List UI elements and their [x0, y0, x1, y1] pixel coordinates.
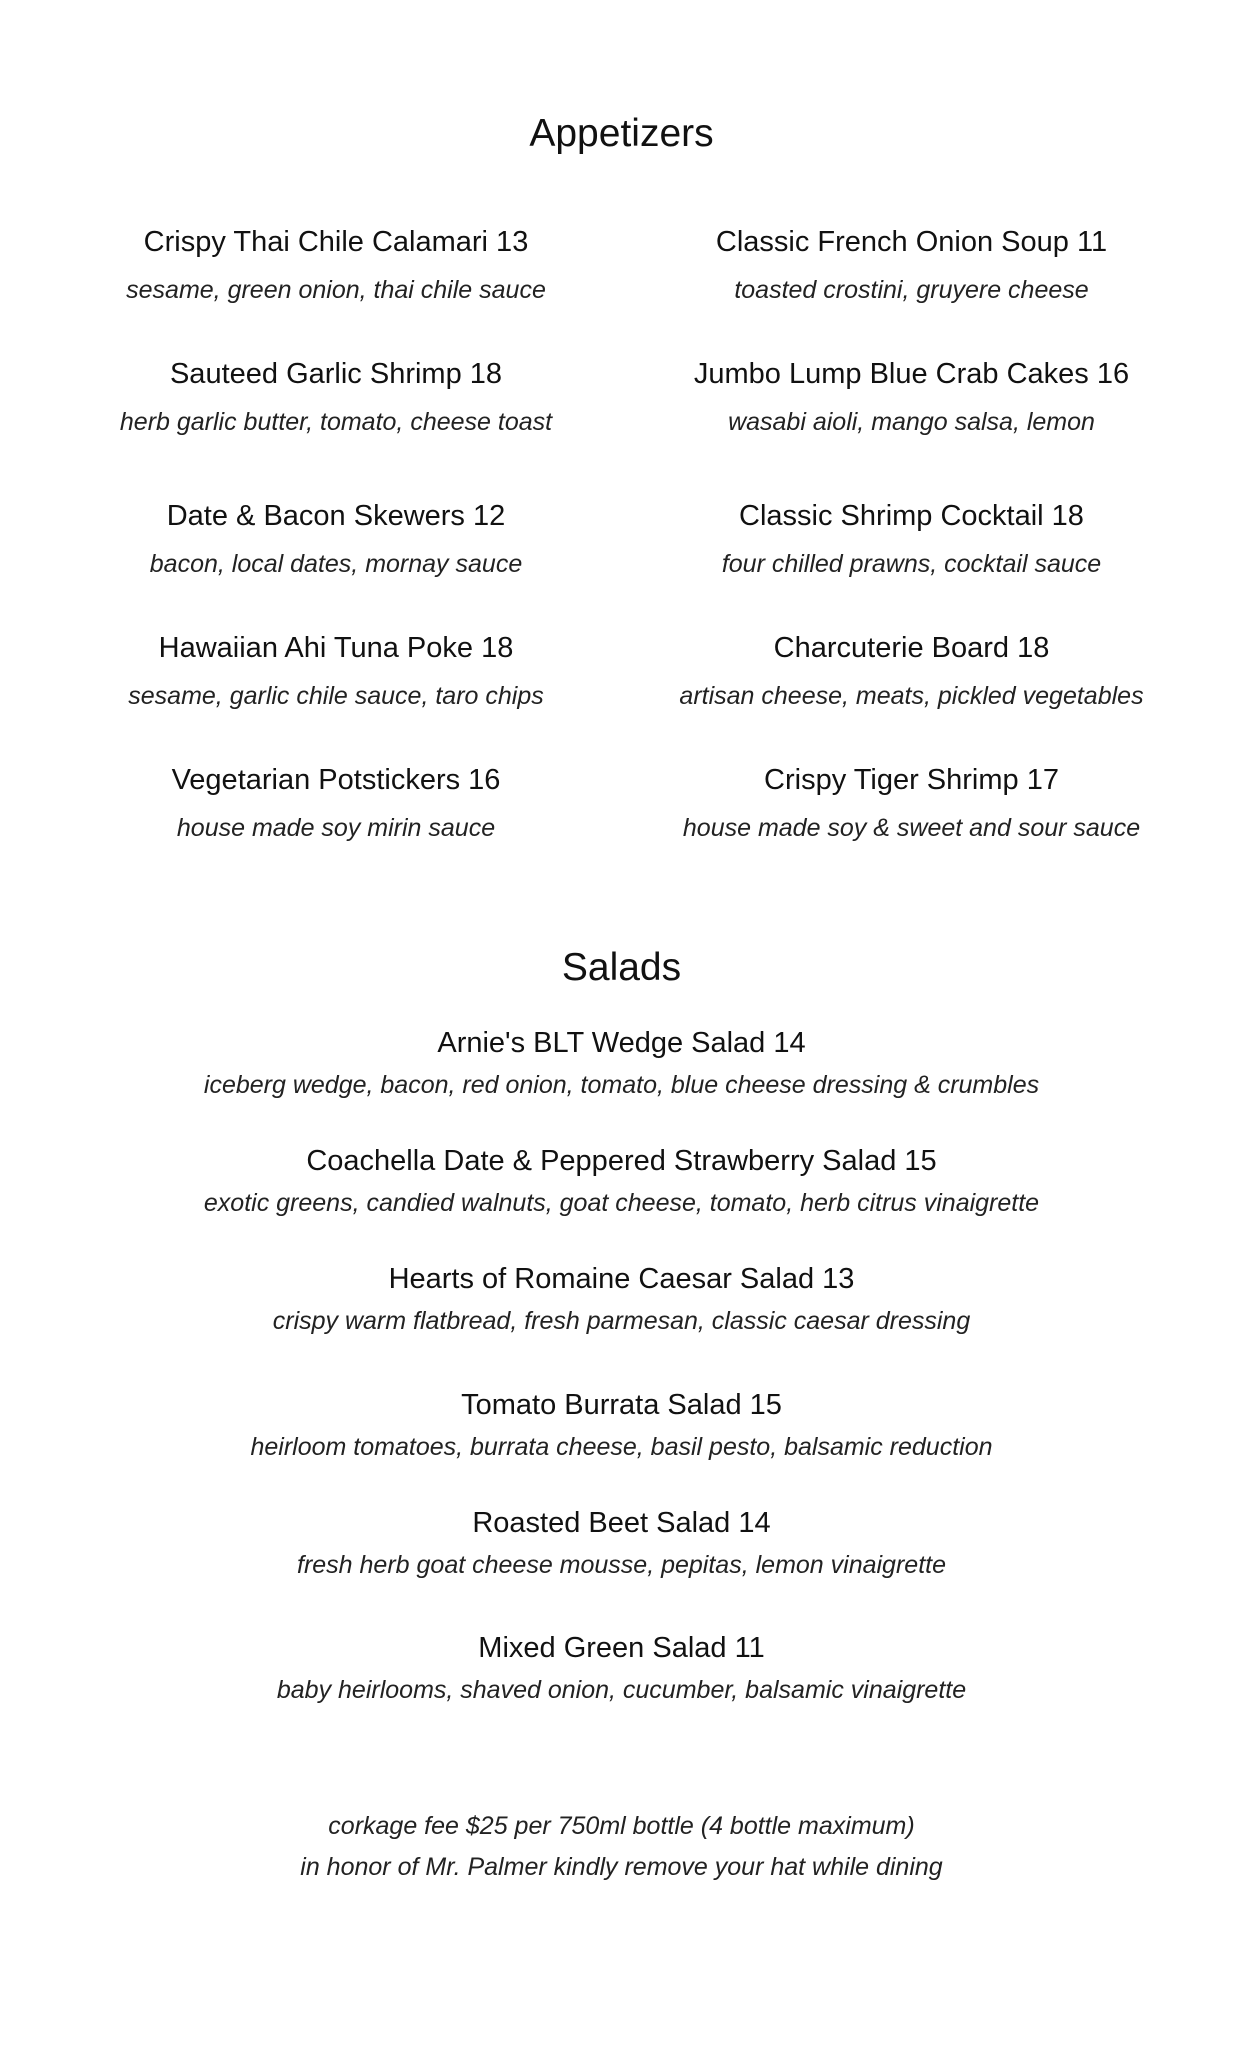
item-name: Roasted Beet Salad 14 — [472, 1507, 771, 1539]
item-name: Mixed Green Salad 11 — [478, 1632, 765, 1664]
menu-item — [622, 630, 1201, 712]
menu-item — [622, 356, 1201, 438]
item-description: heirloom tomatoes, burrata cheese, basil pesto, balsamic reduction — [250, 1433, 993, 1461]
item-name: Sauteed Garlic Shrimp 18 — [169, 358, 503, 390]
item-name: Arnie's BLT Wedge Salad 14 — [437, 1027, 806, 1059]
menu-item — [0, 1630, 1243, 1706]
menu-item — [0, 1505, 1243, 1581]
menu-item — [622, 224, 1201, 306]
item-description: baby heirlooms, shaved onion, cucumber, balsamic vinaigrette — [276, 1676, 967, 1704]
menu-item — [0, 630, 672, 712]
item-description: fresh herb goat cheese mousse, pepitas, lemon vinaigrette — [297, 1551, 946, 1579]
item-name: Date & Bacon Skewers 12 — [166, 500, 506, 532]
menu-item — [0, 1143, 1243, 1219]
item-description: four chilled prawns, cocktail sauce — [721, 550, 1102, 578]
menu-item — [0, 356, 672, 438]
item-description: bacon, local dates, mornay sauce — [149, 550, 523, 578]
menu-item — [622, 498, 1201, 580]
menu-item — [622, 762, 1201, 844]
item-name: Crispy Thai Chile Calamari 13 — [143, 226, 529, 258]
menu-item — [0, 1261, 1243, 1337]
item-name: Vegetarian Potstickers 16 — [171, 764, 501, 796]
item-description: sesame, green onion, thai chile sauce — [126, 276, 546, 304]
item-description: toasted crostini, gruyere cheese — [734, 276, 1089, 304]
menu-item — [0, 498, 672, 580]
corkage-note: corkage fee $25 per 750ml bottle (4 bottle maximum) — [328, 1812, 915, 1840]
item-name: Tomato Burrata Salad 15 — [461, 1389, 782, 1421]
menu-item — [0, 224, 672, 306]
item-description: artisan cheese, meats, pickled vegetables — [679, 682, 1144, 710]
footer-notes — [0, 1806, 1243, 1888]
menu-item — [0, 762, 672, 844]
item-description: exotic greens, candied walnuts, goat cheese, tomato, herb citrus vinaigrette — [203, 1189, 1040, 1217]
salads-heading: Salads — [561, 946, 682, 989]
item-description: house made soy & sweet and sour sauce — [682, 814, 1141, 842]
item-description: wasabi aioli, mango salsa, lemon — [728, 408, 1095, 436]
item-name: Hawaiian Ahi Tuna Poke 18 — [158, 632, 514, 664]
item-description: house made soy mirin sauce — [176, 814, 496, 842]
hat-note: in honor of Mr. Palmer kindly remove your hat while dining — [300, 1853, 943, 1881]
item-name: Jumbo Lump Blue Crab Cakes 16 — [693, 358, 1130, 390]
item-description: herb garlic butter, tomato, cheese toast — [119, 408, 553, 436]
item-name: Classic French Onion Soup 11 — [715, 226, 1108, 258]
item-name: Hearts of Romaine Caesar Salad 13 — [388, 1263, 855, 1295]
item-name: Crispy Tiger Shrimp 17 — [764, 764, 1059, 796]
item-name: Coachella Date & Peppered Strawberry Salad 15 — [306, 1145, 937, 1177]
menu-item — [0, 1387, 1243, 1463]
item-description: crispy warm flatbread, fresh parmesan, classic caesar dressing — [272, 1307, 971, 1335]
item-description: sesame, garlic chile sauce, taro chips — [128, 682, 544, 710]
item-name: Classic Shrimp Cocktail 18 — [739, 500, 1084, 532]
item-description: iceberg wedge, bacon, red onion, tomato, blue cheese dressing & crumbles — [203, 1071, 1040, 1099]
appetizers-heading: Appetizers — [529, 112, 714, 155]
item-name: Charcuterie Board 18 — [773, 632, 1050, 664]
menu-item — [0, 1025, 1243, 1101]
